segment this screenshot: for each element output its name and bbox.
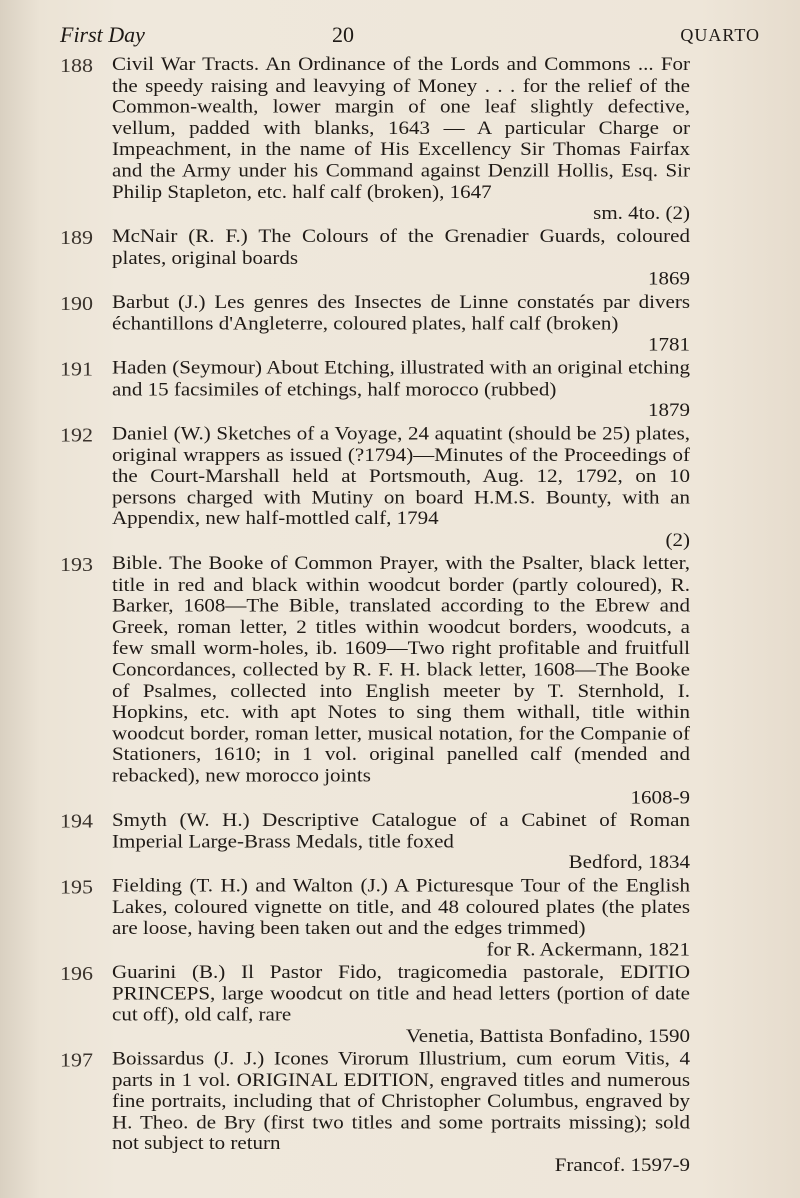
lot-date: Francof. 1597-9 — [554, 1153, 690, 1176]
lot-number: 192 — [60, 423, 93, 446]
lot-date: (2) — [665, 528, 690, 551]
lot-date: Bedford, 1834 — [568, 851, 690, 873]
lot-date: for R. Ackermann, 1821 — [486, 938, 690, 960]
header-day: First Day — [60, 22, 145, 47]
lot-number: 188 — [60, 54, 93, 77]
lot-description: Civil War Tracts. An Ordinance of the Lords and Commons ... For the speedy raising and leavying of Money . . . for the relief of the Common-wealth, lower margin of one leaf slightly defective, vellum, padded with blanks, 1643 — A particular Charge or Impeachment, in the name of His Excellency Sir Thomas Fairfax and the Army under his Command against Denzill Hollis, Esq. Sir Philip Stapleton, etc. half calf (broken), 1647 sm. 4to. (2) — [112, 53, 690, 224]
lot-date: 1608-9 — [630, 785, 690, 808]
lot-number: 196 — [60, 961, 93, 985]
lot-description: Haden (Seymour) About Etching, illustrated with an original etching and 15 facsimiles of etchings, half morocco (rubbed) 1879 — [112, 356, 690, 421]
lot-description: McNair (R. F.) The Colours of the Grenadier Guards, coloured plates, original boards 1869 — [112, 225, 690, 290]
lot-number: 197 — [60, 1048, 93, 1071]
lot-number: 194 — [60, 809, 93, 833]
lot-number: 195 — [60, 875, 93, 898]
lot-number: 189 — [60, 226, 93, 249]
lot-date: sm. 4to. (2) — [593, 201, 690, 224]
lot-description: Boissardus (J. J.) Icones Virorum Illustrium, cum eorum Vitis, 4 parts in 1 vol. ORIGINAL EDITION, engraved titles and numerous fine portraits, including that of Christopher Columbus, engraved by H. Theo. de Bry (first two titles and some portraits missing); sold not subject to return Francof. 1597-9 — [112, 1047, 690, 1176]
lot-description: Smyth (W. H.) Descriptive Catalogue of a Cabinet of Roman Imperial Large-Brass Medals, title foxed Bedford, 1834 — [112, 808, 690, 873]
page-number: 20 — [332, 22, 354, 47]
lot-description: Guarini (B.) Il Pastor Fido, tragicomedia pastorale, EDITIO PRINCEPS, large woodcut on title and head letters (portion of date cut off), old calf, rare Venetia, Battista Bonfadino, 1590 — [112, 960, 690, 1047]
lot-date: 1869 — [648, 267, 690, 290]
lot-date: Venetia, Battista Bonfadino, 1590 — [405, 1024, 690, 1047]
lot-number: 191 — [60, 357, 93, 381]
page-header — [60, 22, 760, 54]
lot-description: Daniel (W.) Sketches of a Voyage, 24 aquatint (should be 25) plates, original wrappers as issued (?1794)—Minutes of the Proceedings of the Court-Marshall held at Portsmouth, Aug. 12, 1792, on 10 persons charged with Mutiny on board H.M.S. Bounty, with an Appendix, new half-mottled calf, 1794 (2) — [112, 422, 690, 551]
lot-number: 193 — [60, 552, 93, 576]
lot-date: 1781 — [648, 333, 690, 355]
lot-date: 1879 — [648, 399, 690, 421]
header-format: QUARTO — [680, 25, 760, 45]
lot-description: Barbut (J.) Les genres des Insectes de Linne constatés par divers échantillons d'Angleterre, coloured plates, half calf (broken) 1781 — [112, 290, 690, 355]
lot-number: 190 — [60, 291, 93, 315]
lot-description: Bible. The Booke of Common Prayer, with the Psalter, black letter, title in red and black within woodcut border (partly coloured), R. Barker, 1608—The Bible, translated according to the Ebrew and Greek, roman letter, 2 titles within woodcut borders, woodcuts, a few small worm-holes, ib. 1609—Two right profitable and fruitfull Concordances, collected by R. F. H. black letter, 1608—The Booke of Psalmes, collected into English meeter by T. Sternhold, I. Hopkins, etc. with apt Notes to sing them withall, title within woodcut border, roman letter, musical notation, for the Companie of Stationers, 1610; in 1 vol. original panelled calf (mended and rebacked), new morocco joints 1608-9 — [112, 552, 690, 808]
lot-description: Fielding (T. H.) and Walton (J.) A Picturesque Tour of the English Lakes, coloured vignette on title, and 48 coloured plates (the plates are loose, having been taken out and the edges trimmed) for R. Ackermann, 1821 — [112, 874, 690, 960]
